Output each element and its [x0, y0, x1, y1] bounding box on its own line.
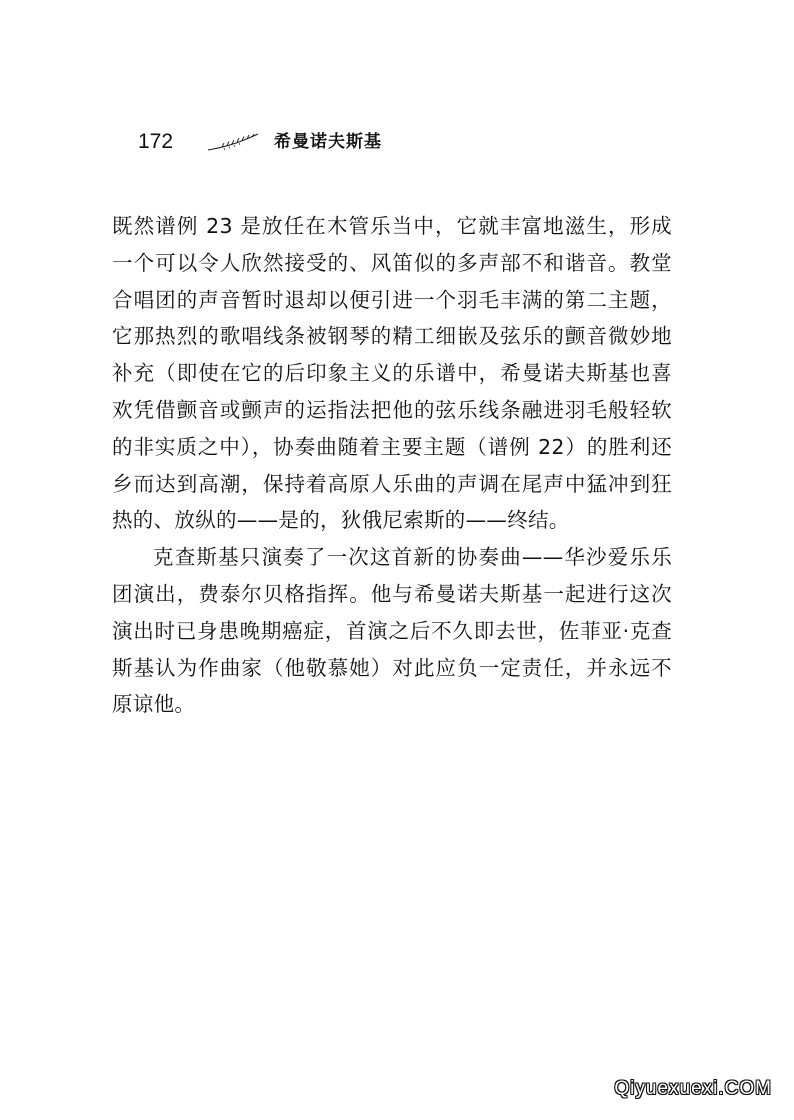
page-number: 172	[138, 130, 174, 153]
feather-flourish-icon	[206, 132, 260, 154]
paragraph: 克查斯基只演奏了一次这首新的协奏曲——华沙爱乐乐团演出，费泰尔贝格指挥。他与希曼诺夫斯基一起进行这次演出时已身患晚期癌症，首演之后不久即去世，佐菲亚·克查斯基认为作曲家（他敬慕她）对此应负一定责任，并永远不原谅他。	[112, 545, 672, 717]
running-title: 希曼诺夫斯基	[274, 132, 382, 152]
paragraph: 既然谱例 23 是放任在木管乐当中，它就丰富地滋生，形成一个可以令人欣然接受的、风笛似的多声部不和谐音。教堂合唱团的声音暂时退却以便引进一个羽毛丰满的第二主题，它那热烈的歌唱线条被钢琴的精工细嵌及弦乐的颤音微妙地补充（即使在它的后印象主义的乐谱中，希曼诺夫斯基也喜欢凭借颤音或颤声的运指法把他的弦乐线条融进羽毛般轻软的非实质之中），协奏曲随着主要主题（谱例 22）的胜利还乡而达到高潮，保持着高原人乐曲的声调在尾声中猛冲到狂热的、放纵的——是的，狄俄尼索斯的——终结。	[112, 214, 672, 533]
page-header	[138, 128, 438, 158]
site-watermark: Qiyuexuexi.COM	[614, 1078, 772, 1099]
body-text	[112, 208, 672, 723]
